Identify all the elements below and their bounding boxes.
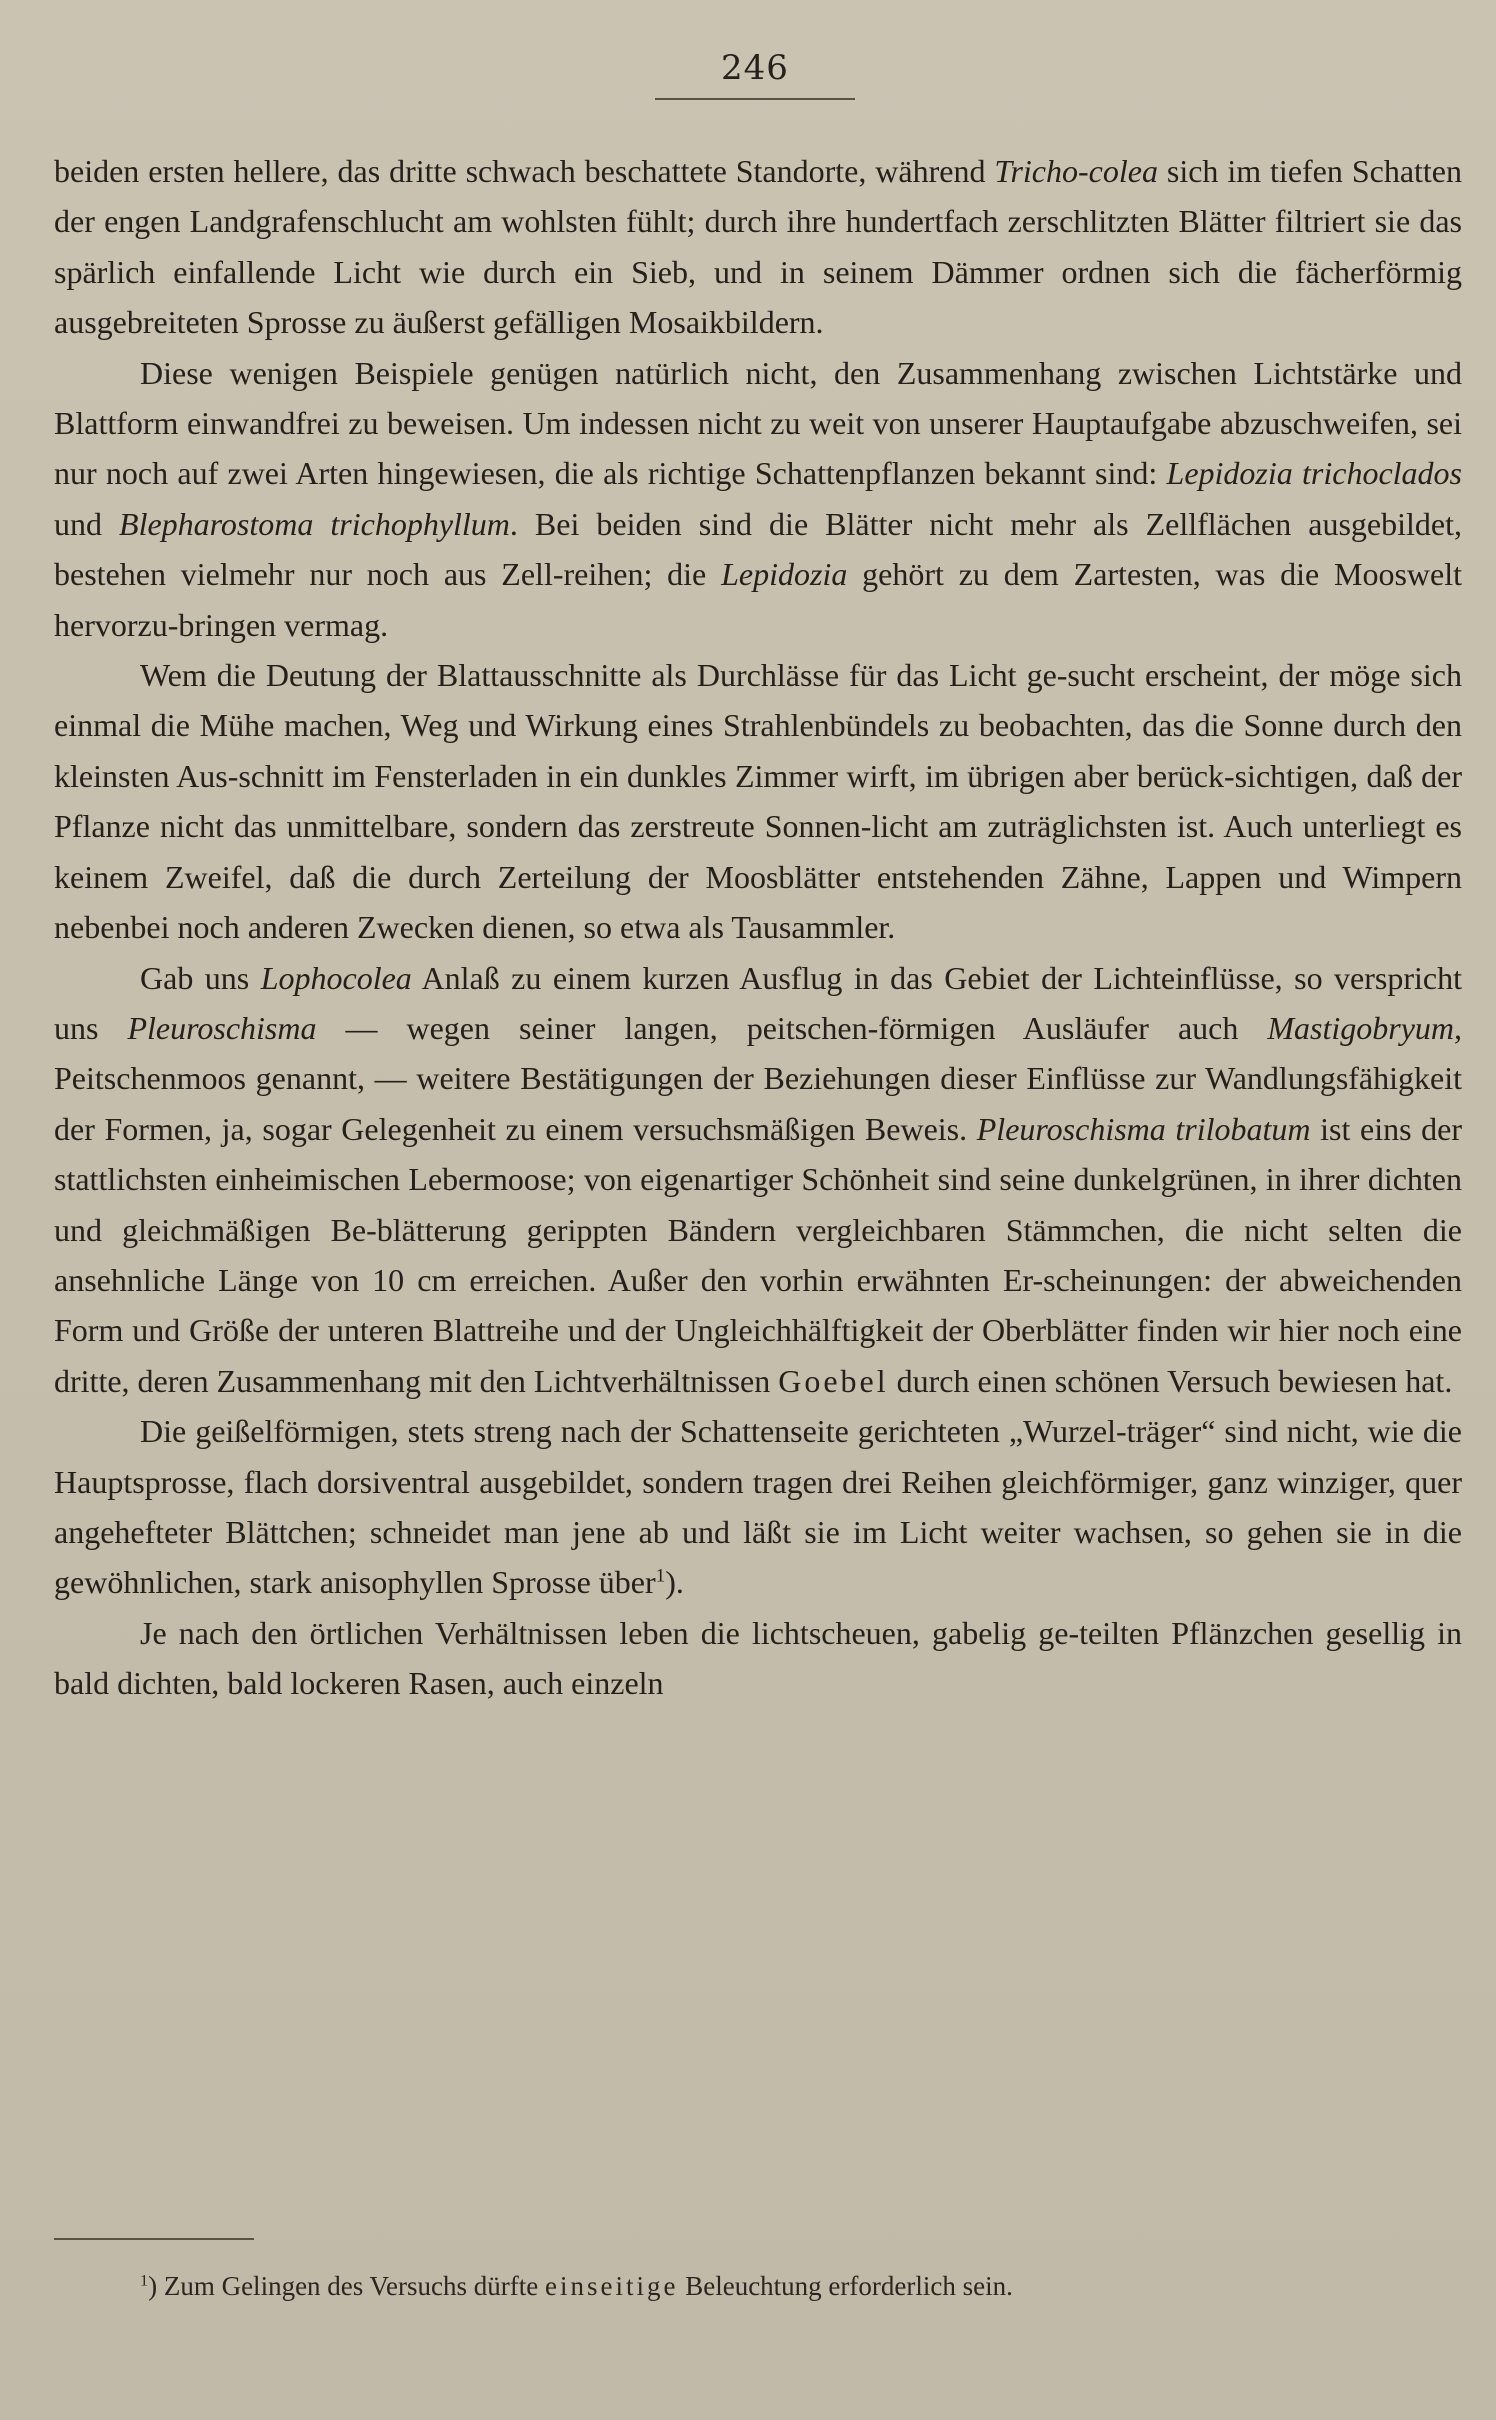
- body-text: [54, 146, 1462, 1709]
- text-run: und: [54, 505, 120, 542]
- italic-term: Pleuroschisma trilobatum: [976, 1110, 1311, 1147]
- text-run: . Bei beiden sind die Blätter nicht mehr als Zellflächen ausgebildet, bestehen vielmehr nur noch aus Zell-reihen; die: [54, 505, 1463, 593]
- italic-term: Lepidozia trichoclados: [1166, 455, 1463, 492]
- italic-term: Tricho-colea: [994, 153, 1158, 189]
- italic-term: Lepidozia: [721, 556, 848, 593]
- text-run: Anlaß zu einem kurzen Ausflug in das Gebiet der Lichteinflüsse, so verspricht uns: [54, 959, 1463, 1046]
- footnote-text-end: Beleuchtung erforderlich sein.: [678, 2271, 1013, 2301]
- footnote-text: ) Zum Gelingen des Versuchs dürfte: [148, 2271, 545, 2301]
- text-run: — wegen seiner langen, peitschen-förmigen Ausläufer auch: [316, 1009, 1268, 1046]
- paragraph: [54, 650, 1462, 952]
- italic-term: Blepharostoma trichophyllum: [119, 505, 510, 542]
- text-run: ist eins der stattlichsten einheimischen Lebermoose; von eigenartiger Schönheit sind seine dunkelgrünen, in ihrer dichten und gleichmäßigen Be-blätterung gerippten Bändern vergleichbaren Stämmchen, die nicht selten die ansehnliche Länge von 10 cm erreichen. Außer den vorhin erwähnten Er-scheinungen: der abweichenden Form und Größe der unteren Blattreihe und der Ungleichhälftigkeit der Oberblätter finden wir hier noch eine dritte, deren Zusammenhang mit den Lichtverhältnissen: [54, 1110, 1463, 1399]
- header-rule: [655, 98, 855, 100]
- text-run: beiden ersten hellere, das dritte schwach beschattete Standorte, während: [54, 153, 995, 189]
- text-run: sich im tiefen Schatten der engen Landgrafenschlucht am wohlsten fühlt; durch ihre hundertfach zerschlitzten Blätter filtriert sie das spärlich einfallende Licht wie durch ein Sieb, und in seinem Dämmer ordnen sich die fächerförmig ausgebreiteten Sprosse zu äußerst gefälligen Mosaikbildern.: [54, 153, 1463, 341]
- text-run: Gab uns: [140, 959, 261, 996]
- text-run: Wem die Deutung der Blattausschnitte als Durchlässe für das Licht ge-sucht erscheint, der möge sich einmal die Mühe machen, Weg und Wirkung eines Strahlenbündels zu beobachten, das die Sonne durch den kleinsten Aus-schnitt im Fensterladen in ein dunkles Zimmer wirft, im übrigen aber berück-sichtigen, daß der Pflanze nicht das unmittelbare, sondern das zerstreute Sonnen-licht am zuträglichsten ist. Auch unterliegt es keinem Zweifel, daß die durch Zerteilung der Moosblätter entstehenden Zähne, Lappen und Wimpern nebenbei noch anderen Zwecken dienen, so etwa als Tausammler.: [54, 657, 1462, 946]
- italic-term: Mastigobryum,: [1267, 1009, 1463, 1046]
- paragraph: [54, 1608, 1462, 1709]
- footnote-reference: 1: [655, 1565, 666, 1587]
- italic-term: Pleuroschisma: [127, 1009, 317, 1046]
- paragraph: [54, 1406, 1462, 1608]
- footnote: [140, 2268, 1460, 2304]
- paragraph: [54, 146, 1462, 348]
- text-run: gehört zu dem Zartesten, was die Mooswelt hervorzu-bringen vermag.: [54, 556, 1463, 643]
- paragraph: [54, 953, 1462, 1407]
- footnote-spaced-word: einseitige: [545, 2271, 679, 2301]
- text-run: Peitschenmoos genannt, — weitere Bestätigungen der Beziehungen dieser Einflüsse zur Wandlungsfähigkeit der Formen, ja, sogar Gelegenheit zu einem versuchsmäßigen Beweis.: [54, 1060, 1462, 1147]
- italic-term: Lophocolea: [260, 959, 412, 996]
- spaced-name: Goebel: [778, 1362, 889, 1399]
- footnote-marker: 1: [140, 2271, 149, 2290]
- text-run: durch einen schönen Versuch bewiesen hat.: [888, 1362, 1453, 1399]
- text-run: Diese wenigen Beispiele genügen natürlich nicht, den Zusammenhang zwischen Lichtstärke und Blattform einwandfrei zu beweisen. Um indessen nicht zu weit von unserer Hauptaufgabe abzuschweifen, sei nur noch auf zwei Arten hingewiesen, die als richtige Schattenpflanzen bekannt sind:: [54, 354, 1462, 492]
- paragraph: [54, 348, 1462, 650]
- text-run: Die geißelförmigen, stets streng nach der Schattenseite gerichteten „Wurzel-träger“ sind nicht, wie die Hauptsprosse, flach dorsiventral ausgebildet, sondern tragen drei Reihen gleichförmiger, ganz winziger, quer angehefteter Blättchen; schneidet man jene ab und läßt sie im Licht weiter wachsen, so gehen sie in die gewöhnlichen, stark anisophyllen Sprosse über: [54, 1413, 1462, 1601]
- text-run: Je nach den örtlichen Verhältnissen leben die lichtscheuen, gabelig ge-teilten Pflänzchen gesellig in bald dichten, bald lockeren Rasen, auch einzeln: [54, 1614, 1462, 1702]
- text-run: ).: [665, 1564, 684, 1601]
- page-number: 246: [721, 48, 789, 88]
- footnote-rule: [54, 2238, 254, 2240]
